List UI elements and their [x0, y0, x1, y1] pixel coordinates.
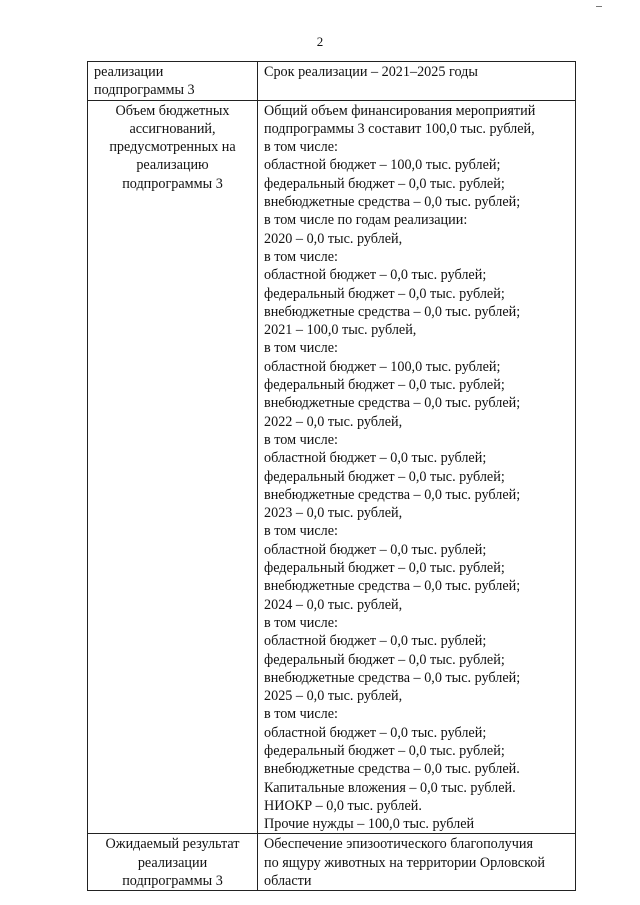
cell-line: области [264, 873, 312, 890]
cell-line: в том числе: [264, 139, 338, 156]
cell-line: областной бюджет – 0,0 тыс. рублей; [264, 541, 487, 558]
cell-line: внебюджетные средства – 0,0 тыс. рублей; [264, 395, 521, 412]
passport-table [87, 61, 576, 891]
cell-line: подпрограммы 3 [122, 873, 223, 890]
cell-line: областной бюджет – 100,0 тыс. рублей; [264, 157, 501, 174]
cell-line: Объем бюджетных [115, 102, 230, 119]
cell-line: федеральный бюджет – 0,0 тыс. рублей; [264, 742, 505, 759]
cell-line: 2021 – 100,0 тыс. рублей, [264, 322, 417, 339]
cell-line: предусмотренных на [109, 139, 236, 156]
cell-line: по ящуру животных на территории Орловской [264, 854, 545, 871]
cell-line: внебюджетные средства – 0,0 тыс. рублей. [264, 761, 520, 778]
cell-line: федеральный бюджет – 0,0 тыс. рублей; [264, 651, 505, 668]
row-label-cell [88, 100, 258, 834]
table-row [88, 62, 576, 101]
cell-line: внебюджетные средства – 0,0 тыс. рублей; [264, 578, 521, 595]
cell-line: ассигнований, [129, 120, 216, 137]
scan-mark [596, 6, 602, 7]
cell-line: внебюджетные средства – 0,0 тыс. рублей; [264, 194, 521, 211]
cell-line: федеральный бюджет – 0,0 тыс. рублей; [264, 377, 505, 394]
page-number: 2 [316, 34, 324, 49]
cell-line: подпрограммы 3 [94, 82, 195, 99]
cell-line: в том числе: [264, 614, 338, 631]
cell-line: реализацию [136, 157, 209, 174]
cell-line: областной бюджет – 0,0 тыс. рублей; [264, 267, 487, 284]
cell-line: Срок реализации – 2021–2025 годы [264, 64, 478, 80]
cell-line: 2020 – 0,0 тыс. рублей, [264, 230, 403, 247]
cell-line: областной бюджет – 0,0 тыс. рублей; [264, 724, 487, 741]
cell-line: в том числе: [264, 431, 338, 448]
cell-line: федеральный бюджет – 0,0 тыс. рублей; [264, 560, 505, 577]
cell-line: реализации [94, 64, 164, 80]
cell-line: подпрограммы 3 [122, 175, 223, 192]
row-label-cell [88, 834, 258, 891]
cell-line: Обеспечение эпизоотического благополучия [264, 836, 533, 853]
cell-line: внебюджетные средства – 0,0 тыс. рублей; [264, 303, 521, 320]
cell-line: федеральный бюджет – 0,0 тыс. рублей; [264, 175, 505, 192]
row-value-cell [258, 62, 576, 101]
cell-line: внебюджетные средства – 0,0 тыс. рублей; [264, 669, 521, 686]
cell-line: Прочие нужды – 100,0 тыс. рублей [264, 816, 475, 833]
row-label-cell [88, 62, 258, 101]
cell-line: в том числе: [264, 706, 338, 723]
cell-line: в том числе по годам реализации: [264, 212, 468, 229]
cell-line: 2025 – 0,0 тыс. рублей, [264, 688, 403, 705]
cell-line: федеральный бюджет – 0,0 тыс. рублей; [264, 285, 505, 302]
cell-line: реализации [137, 854, 208, 871]
cell-line: Ожидаемый результат [105, 836, 240, 853]
cell-line: в том числе: [264, 340, 338, 357]
cell-line: 2022 – 0,0 тыс. рублей, [264, 413, 403, 430]
cell-line: подпрограммы 3 составит 100,0 тыс. рублей, [264, 120, 535, 137]
cell-line: федеральный бюджет – 0,0 тыс. рублей; [264, 468, 505, 485]
cell-line: 2024 – 0,0 тыс. рублей, [264, 596, 403, 613]
cell-line: в том числе: [264, 248, 338, 265]
cell-line: областной бюджет – 0,0 тыс. рублей; [264, 450, 487, 467]
cell-line: областной бюджет – 0,0 тыс. рублей; [264, 633, 487, 650]
table-row [88, 100, 576, 834]
cell-line: внебюджетные средства – 0,0 тыс. рублей; [264, 486, 521, 503]
cell-line: Общий объем финансирования мероприятий [264, 102, 536, 119]
cell-line: областной бюджет – 100,0 тыс. рублей; [264, 358, 501, 375]
row-value-cell [258, 834, 576, 891]
cell-line: 2023 – 0,0 тыс. рублей, [264, 505, 403, 522]
cell-line: в том числе: [264, 523, 338, 540]
table-row [88, 834, 576, 891]
cell-line: НИОКР – 0,0 тыс. рублей. [264, 797, 422, 814]
cell-line: Капитальные вложения – 0,0 тыс. рублей. [264, 779, 516, 796]
row-value-cell [258, 100, 576, 834]
